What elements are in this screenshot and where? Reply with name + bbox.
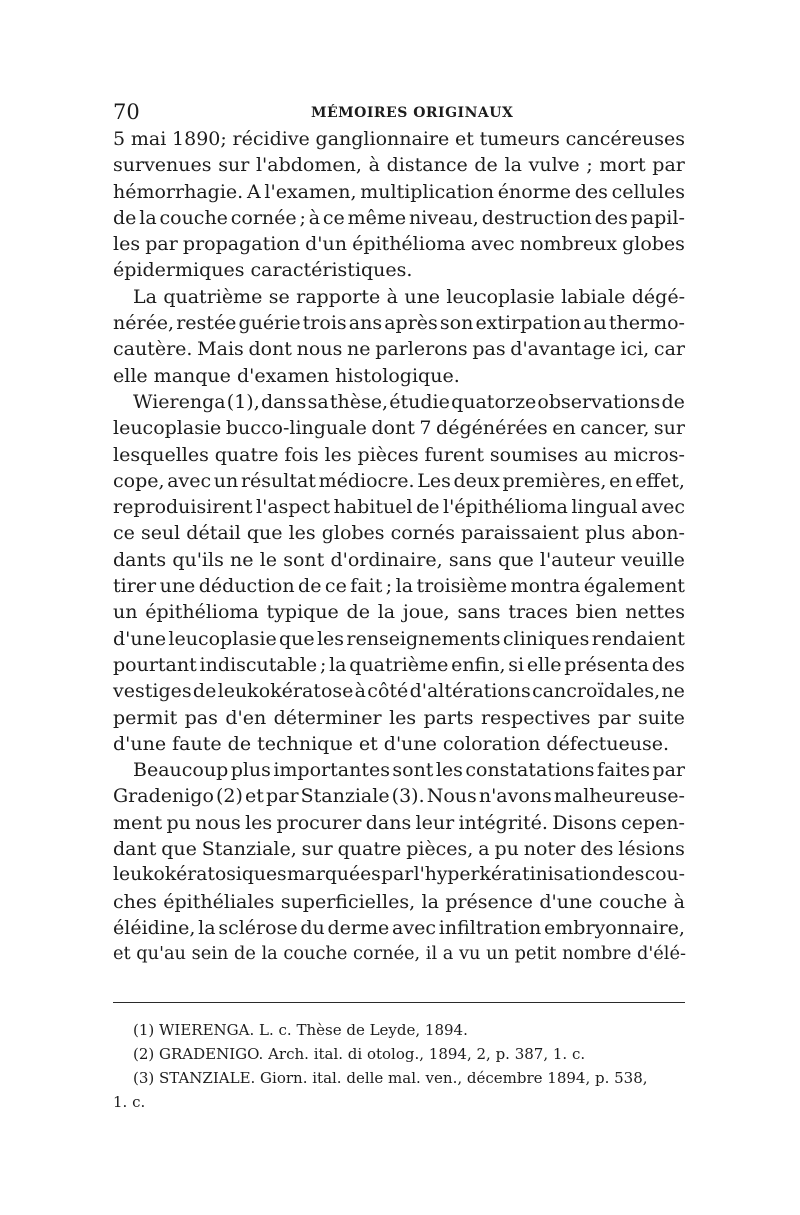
paragraph [113, 284, 685, 389]
page-number: 70 [113, 100, 140, 124]
footnote: 1. c. [113, 1093, 146, 1111]
text-line: La quatrième se rapporte à une leucoplasie labiale dégé- [133, 285, 685, 308]
text-line: un épithélioma typique de la joue, sans traces bien nettes [113, 601, 685, 624]
footnote: (1) WIERENGA. L. c. Thèse de Leyde, 1894. [133, 1021, 468, 1039]
text-line: ce seul détail que les globes cornés paraissaient plus abon- [113, 522, 685, 545]
text-line: dants qu'ils ne le sont d'ordinaire, sans que l'auteur veuille [113, 548, 685, 571]
text-line: leucoplasie bucco-linguale dont 7 dégénérées en cancer, sur [113, 417, 685, 440]
text-line: elle manque d'examen histologique. [113, 364, 460, 387]
text-line: cope, avec un résultat médiocre. Les deux premières, en effet, [113, 469, 685, 492]
text-line: cautère. Mais dont nous ne parlerons pas d'avantage ici, car [113, 338, 685, 361]
text-line: d'une leucoplasie que les renseignements cliniques rendaient [113, 627, 685, 650]
text-line: reproduisirent l'aspect habituel de l'épithélioma lingual avec [113, 496, 685, 519]
text-line: pourtant indiscutable ; la quatrième enfin, si elle présenta des [113, 653, 685, 676]
text-line: et qu'au sein de la couche cornée, il a vu un petit nombre d'élé- [113, 944, 686, 965]
text-line: ment pu nous les procurer dans leur intégrité. Disons cepen- [113, 811, 685, 834]
text-line: dant que Stanziale, sur quatre pièces, a pu noter des lésions [113, 838, 685, 861]
footnotes [113, 1018, 685, 1114]
footnote: (2) GRADENIGO. Arch. ital. di otolog., 1894, 2, p. 387, 1. c. [133, 1045, 586, 1063]
text-line: de la couche cornée ; à ce même niveau, destruction des papil- [113, 206, 685, 229]
running-head: MÉMOIRES ORIGINAUX [311, 105, 514, 121]
text-line: les par propagation d'un épithélioma avec nombreux globes [113, 233, 685, 256]
text-line: tirer une déduction de ce fait ; la troisième montra également [113, 575, 685, 598]
page-header [113, 98, 685, 126]
text-line: Beaucoup plus importantes sont les constatations faites par [133, 759, 685, 782]
text-line: hémorrhagie. A l'examen, multiplication énorme des cellules [113, 180, 685, 203]
text-line: 5 mai 1890; récidive ganglionnaire et tumeurs cancéreuses [113, 128, 685, 150]
text-line: épidermiques caractéristiques. [113, 259, 413, 282]
text-line: survenues sur l'abdomen, à distance de la vulve ; mort par [113, 154, 685, 177]
text-line: permit pas d'en déterminer les parts respectives par suite [113, 706, 685, 729]
body-text [113, 126, 685, 968]
footnote-rule [113, 1002, 685, 1003]
footnote: (3) STANZIALE. Giorn. ital. delle mal. ven., décembre 1894, p. 538, [133, 1069, 648, 1087]
paragraph [113, 389, 685, 757]
text-line: lesquelles quatre fois les pièces furent soumises au micros- [113, 443, 685, 466]
text-line: d'une faute de technique et d'une coloration défectueuse. [113, 732, 670, 755]
paragraph [113, 126, 685, 284]
text-line: ches épithéliales superficielles, la présence d'une couche à [113, 890, 685, 913]
text-line: éléidine, la sclérose du derme avec infiltration embryonnaire, [113, 916, 685, 939]
text-line: nérée, restée guérie trois ans après son extirpation au thermo- [113, 312, 685, 335]
paragraph [113, 757, 685, 967]
text-line: leukokératosiques marquées par l'hyperkératinisation des cou- [113, 864, 685, 886]
text-line: Gradenigo (2) et par Stanziale (3). Nous n'avons malheureuse- [113, 785, 685, 808]
text-line: vestiges de leukokératose à côté d'altérations cancroïdales, ne [113, 680, 685, 703]
text-line: Wierenga (1), dans sa thèse, étudie quatorze observations de [133, 390, 685, 413]
